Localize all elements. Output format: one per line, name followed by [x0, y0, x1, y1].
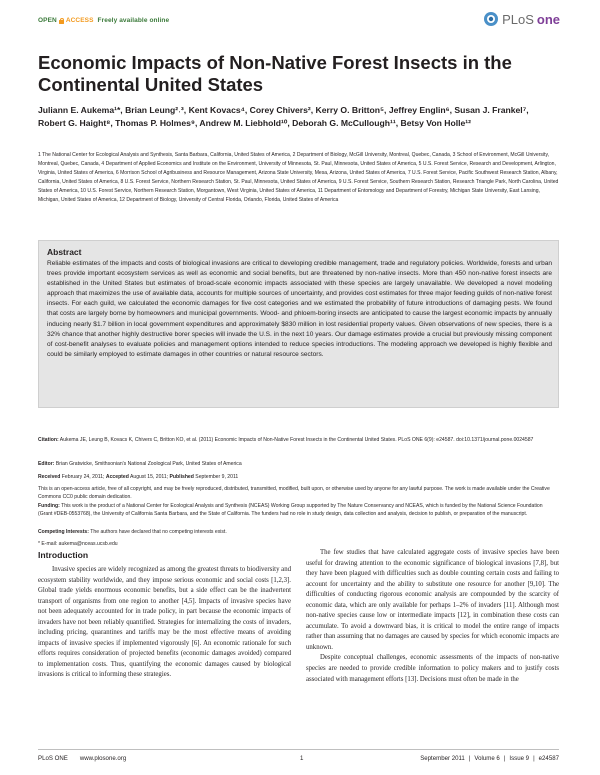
funding [38, 503, 558, 519]
citation-label: Citation: [38, 437, 59, 443]
affiliations: 1 The National Center for Ecological Analysis and Synthesis, Santa Barbara, California, United States of America, 2 Department of Biology, McGill University, Montreal, Quebec, Canada, 3 School of Environment, McGill University, Montreal, Quebec, Canada, 4 Department of Applied Economics and Institute on the Environment, University of Minnesota, St. Paul, Minnesota, United States of America, 5 U.S. Forest Service, Research and Development, Arlington, Virginia, United States of America, 6 Morrison School of Agribusiness and Resource Management, Arizona State University, Mesa, Arizona, United States of America, 7 U.S. Forest Service, Pacific Southwest Research Station, Albany, California, United States of America, 8 U.S. Forest Service, Northern Research Station, St. Paul, Minnesota, United States of America, 9 U.S. Forest Service, Southern Research Station, Research Triangle Park, North Carolina, United States of America, 10 U.S. Forest Service, Northern Research Station, Morgantown, West Virginia, United States of America, 11 Department of Entomology and Department of Forestry, Michigan State University, East Lansing, Michigan, United States of America, 12 Department of Biology, University of Central Florida, Orlando, Florida, United States of America [38, 152, 559, 204]
open-label: OPEN [38, 17, 57, 24]
intro-paragraph: Despite conceptual challenges, economic assessments of the impacts of non-native species are needed to provide credible information to policy makers and to justify costs associated with management efforts [13]. Decisions must often be made in the [306, 654, 559, 683]
abstract-heading: Abstract [47, 247, 82, 257]
published-label: Published [169, 474, 194, 480]
intro-column-1 [38, 565, 291, 681]
page-number: 1 [300, 755, 304, 762]
plos-one-logo [483, 11, 560, 27]
competing-text: The authors have declared that no competing interests exist. [90, 529, 227, 535]
plos-bubble-icon [483, 11, 499, 27]
received-date: February 24, 2011; [61, 474, 105, 480]
published-date: September 9, 2011 [195, 474, 239, 480]
accepted-date: August 15, 2011; [129, 474, 169, 480]
footer-volume: Volume 6 [474, 755, 500, 762]
open-access-lock-icon [59, 18, 64, 24]
author-list: Juliann E. Aukema¹*, Brian Leung²˒³, Kent Kovacs⁴, Corey Chivers², Kerry O. Britton⁵, Jeffrey Englin⁶, Susan J. Frankel⁷, Robert G. Haight⁸, Thomas P. Holmes⁹, Andrew M. Liebhold¹⁰, Deborah G. McCullough¹¹, Betsy Von Holle¹² [38, 105, 529, 128]
citation-text: Aukema JE, Leung B, Kovacs K, Chivers C, Britton KO, et al. (2011) Economic Impacts of Non-Native Forest Insects in the Continental United States. PLoS ONE 6(9): e24587. doi:10.1371/journal.pone.0024587 [59, 437, 534, 443]
editor-text: Brian Gratwicke, Smithsonian's National Zoological Park, United States of America [55, 461, 242, 467]
open-access-badge [38, 17, 169, 24]
footer-issue: Issue 9 [509, 755, 530, 762]
intro-paragraph: The few studies that have calculated aggregate costs of invasive species have been useful for drawing attention to the economic significance of biological invasions [7,8], but they have been plagued with difficulties such as double counting certain costs and failing to account for uncertainty and the ability to substitute one resource for another [9,10]. The difficulties of conducting rigorous economic analysis are compounded by the scarcity of economic data, which are only available for perhaps 1–2% of invaders [11]. Although most non-native species cause low or intermediate impacts [12], in combination these costs can accumulate. To avoid a downward bias, it is critical to model the entire range of impacts rather than assuming that no damages are caused by species for which economic impacts are unknown. [306, 549, 559, 651]
footer-date: September 2011 [420, 755, 465, 762]
competing-label: Competing Interests: [38, 529, 89, 535]
footer-divider [38, 749, 559, 750]
access-label: ACCESS [65, 17, 94, 24]
abstract-text: Reliable estimates of the impacts and costs of biological invasions are critical to developing credible management, trade and regulatory policies. Worldwide, forests and urban trees provide important ecosystem services as well as economic and social benefits, but are threatened by non-native insects. More than 450 non-native forest insects are established in the United States but estimates of broad-scale economic impacts associated with these species are largely unavailable. We developed a novel modeling approach that maximizes the use of available data, accounts for multiple sources of uncertainty, and provides cost estimates for three major feeding guilds of non-native forest insects. For each guild, we calculated the economic damages for five cost categories and we estimated the probability of future introductions of damaging pests. We found that costs are largely borne by homeowners and municipal governments. Wood- and phloem-boring insects are anticipated to cause the largest economic impacts by annually inducing nearly $1.7 billion in local government expenditures and approximately $830 million in lost residential property values. Given observations of new species, there is a 32% chance that another highly destructive borer species will invade the U.S. in the next 10 years. Our damage estimates provide a crucial but previously missing component of cost-benefit analyses to evaluate policies and management options intended to reduce species introductions. The modeling approach we developed is highly flexible and could be similarly employed to estimate damages in other countries or natural resource sectors. [47, 260, 552, 358]
competing-interests [38, 529, 558, 537]
footer-journal: PLoS ONE [38, 755, 68, 762]
intro-paragraph: Invasive species are widely recognized as among the greatest threats to biodiversity and ecosystem stability worldwide, and they impose serious economic and social costs [1,2,3]. Global trade yields enormous economic benefits, but a side effect can be the inadvertent transport of organisms from one region to another [4,5]. Impacts of invasive species have not been adequately accounted for in trade policy, in part because the economic impacts of invaders have not been reliably quantified. Strategies for internalizing the costs of invaders, including pricing, quarantines and tariffs may be the most effective means of avoiding impacts of invasive species if implemented vigorously [6]. An economic rationale for such efforts requires consideration of projected benefits (economic damages avoided) compared to implementation costs. Thus, quantifying the economic damages caused by biological invasions is critical to informing these strategies. [38, 566, 291, 679]
funding-label: Funding: [38, 503, 60, 509]
intro-column-2 [306, 548, 559, 685]
dates [38, 474, 558, 482]
intro-heading: Introduction [38, 550, 89, 560]
footer-url[interactable]: www.plosone.org [79, 755, 127, 762]
logo-one-text: one [536, 11, 560, 27]
citation [38, 437, 558, 445]
funding-text: This work is the product of a National Center for Ecological Analysis and Synthesis (NCEAS) Working Group supported by The Nature Conservancy and NCEAS, which is funded by the National Science Foundation (Grant #DEB-0553768), the University of California Santa Barbara, and the State of California. The funders had no role in study design, data collection and analysis, decision to publish, or preparation of the manuscript. [38, 503, 543, 517]
article-title: Economic Impacts of Non-Native Forest Insects in the Continental United States [38, 52, 512, 95]
abstract-box [38, 240, 559, 408]
logo-plos-text: PLoS [502, 11, 534, 27]
editor-label: Editor: [38, 461, 55, 467]
freely-available-label: Freely available online [97, 17, 170, 24]
footer-article: e24587 [538, 755, 559, 762]
email: * E-mail: aukema@nceas.ucsb.edu [38, 541, 118, 547]
received-label: Received [38, 474, 61, 480]
accepted-label: Accepted [105, 474, 129, 480]
license: This is an open-access article, free of all copyright, and may be freely reproduced, distributed, transmitted, modified, built upon, or otherwise used by anyone for any lawful purpose. The work is made available under the Creative Commons CC0 public domain dedication. [38, 486, 550, 500]
editor [38, 461, 558, 469]
